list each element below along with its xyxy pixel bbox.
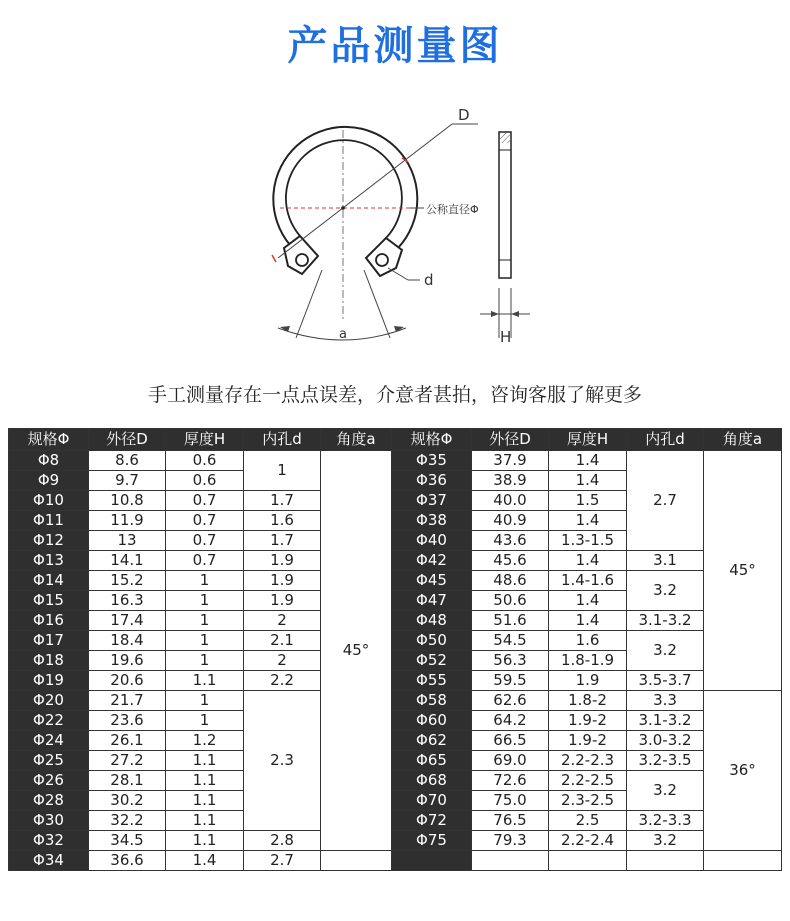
header-cell: 角度a	[704, 429, 782, 451]
table-cell: 2.2-2.4	[549, 831, 627, 851]
table-cell: 72.6	[472, 771, 549, 791]
table-cell: 3.2-3.5	[627, 751, 704, 771]
table-cell: Φ72	[392, 811, 472, 831]
table-cell: 75.0	[472, 791, 549, 811]
table-cell: 1.4	[549, 551, 627, 571]
table-cell: Φ9	[9, 471, 89, 491]
table-cell: Φ16	[9, 611, 89, 631]
table-cell: Φ30	[9, 811, 89, 831]
header-cell: 外径D	[472, 429, 549, 451]
table-cell: 32.2	[89, 811, 166, 831]
table-cell: 2	[244, 611, 321, 631]
table-cell: 2.2	[244, 671, 321, 691]
table-cell: 3.5-3.7	[627, 671, 704, 691]
table-row	[9, 451, 782, 471]
header-cell: 厚度H	[549, 429, 627, 451]
table-cell: 9.7	[89, 471, 166, 491]
label-H: H	[500, 328, 512, 346]
table-cell: 3.2	[627, 831, 704, 851]
table-cell: Φ50	[392, 631, 472, 651]
table-cell: 48.6	[472, 571, 549, 591]
left-lug-hole	[296, 254, 308, 266]
table-cell: 1.4	[549, 611, 627, 631]
right-lug-hole	[376, 254, 388, 266]
table-cell: Φ20	[9, 691, 89, 711]
measurement-diagram	[0, 90, 790, 360]
header-cell: 角度a	[321, 429, 392, 451]
table-cell: 2.8	[244, 831, 321, 851]
table-cell: 8.6	[89, 451, 166, 471]
angle-right-line	[364, 270, 390, 338]
table-cell: 0.7	[166, 511, 244, 531]
table-cell: 1.9	[549, 671, 627, 691]
table-cell: 3.2	[627, 771, 704, 811]
table-cell: 1.4	[549, 471, 627, 491]
table-row	[9, 671, 782, 691]
ring-inner-arc	[286, 140, 402, 238]
table-cell: Φ11	[9, 511, 89, 531]
table-cell: Φ70	[392, 791, 472, 811]
table-cell: 28.1	[89, 771, 166, 791]
table-cell: 36°	[704, 691, 782, 851]
table-cell: 2.5	[549, 811, 627, 831]
table-cell: Φ48	[392, 611, 472, 631]
table-cell	[392, 851, 472, 871]
table-cell: 1.7	[244, 531, 321, 551]
table-cell: 51.6	[472, 611, 549, 631]
header-cell: 内孔d	[627, 429, 704, 451]
page-title: 产品测量图	[287, 23, 503, 69]
table-cell: 14.1	[89, 551, 166, 571]
table-cell: Φ12	[9, 531, 89, 551]
measurement-note: 手工测量存在一点点误差，介意者甚拍，咨询客服了解更多	[147, 384, 642, 406]
table-cell: 59.5	[472, 671, 549, 691]
table-cell: 1.7	[244, 491, 321, 511]
table-cell: 1.1	[166, 811, 244, 831]
table-row	[9, 831, 782, 851]
table-cell: 1.4	[549, 511, 627, 531]
table-cell: 26.1	[89, 731, 166, 751]
table-cell: 1.5	[549, 491, 627, 511]
table-cell: 0.6	[166, 471, 244, 491]
table-row	[9, 751, 782, 771]
header-cell: 内孔d	[244, 429, 321, 451]
label-D: D	[458, 106, 470, 124]
table-cell: 0.7	[166, 491, 244, 511]
table-row	[9, 691, 782, 711]
table-cell: 1.6	[549, 631, 627, 651]
table-cell: 1	[166, 711, 244, 731]
table-cell: 40.9	[472, 511, 549, 531]
table-cell: 66.5	[472, 731, 549, 751]
table-cell	[472, 851, 549, 871]
table-cell: 3.1-3.2	[627, 611, 704, 631]
table-cell: 2.3-2.5	[549, 791, 627, 811]
table-header-row	[9, 429, 782, 451]
table-cell: 69.0	[472, 751, 549, 771]
table-cell: 1	[166, 691, 244, 711]
table-cell: 38.9	[472, 471, 549, 491]
table-cell: 19.6	[89, 651, 166, 671]
angle-left-line	[296, 270, 322, 338]
table-cell: 30.2	[89, 791, 166, 811]
table-row	[9, 851, 782, 871]
table-cell: Φ58	[392, 691, 472, 711]
table-cell: 45°	[321, 451, 392, 851]
table-cell: 1.4	[166, 851, 244, 871]
table-cell: Φ65	[392, 751, 472, 771]
table-cell: Φ52	[392, 651, 472, 671]
table-cell: 1.6	[244, 511, 321, 531]
table-cell: 54.5	[472, 631, 549, 651]
table-cell: 2.1	[244, 631, 321, 651]
table-row	[9, 631, 782, 651]
table-cell: Φ60	[392, 711, 472, 731]
table-cell: 1	[244, 451, 321, 491]
table-cell: Φ18	[9, 651, 89, 671]
table-cell: 16.3	[89, 591, 166, 611]
table-cell: 3.2-3.3	[627, 811, 704, 831]
table-cell: Φ45	[392, 571, 472, 591]
table-row	[9, 571, 782, 591]
table-cell: 45°	[704, 451, 782, 691]
table-cell: 37.9	[472, 451, 549, 471]
table-cell: 1.3-1.5	[549, 531, 627, 551]
table-cell: 2.2-2.5	[549, 771, 627, 791]
table-cell: 56.3	[472, 651, 549, 671]
header-cell: 厚度H	[166, 429, 244, 451]
table-cell: 0.7	[166, 551, 244, 571]
table-cell: 1.4-1.6	[549, 571, 627, 591]
table-cell: 1	[166, 651, 244, 671]
table-cell: 1.4	[549, 591, 627, 611]
table-cell: 1.1	[166, 791, 244, 811]
table-cell: Φ25	[9, 751, 89, 771]
table-cell: 79.3	[472, 831, 549, 851]
table-cell: Φ24	[9, 731, 89, 751]
table-cell: Φ22	[9, 711, 89, 731]
table-row	[9, 611, 782, 631]
table-cell: 11.9	[89, 511, 166, 531]
table-cell: 23.6	[89, 711, 166, 731]
table-cell: 10.8	[89, 491, 166, 511]
table-cell: Φ17	[9, 631, 89, 651]
table-cell: 34.5	[89, 831, 166, 851]
table-cell: Φ36	[392, 471, 472, 491]
table-cell: 20.6	[89, 671, 166, 691]
table-cell: 1.2	[166, 731, 244, 751]
table-cell: Φ19	[9, 671, 89, 691]
table-cell	[549, 851, 627, 871]
table-cell: 3.1-3.2	[627, 711, 704, 731]
header-cell: 规格Φ	[9, 429, 89, 451]
table-cell: Φ34	[9, 851, 89, 871]
table-cell: 1.9-2	[549, 731, 627, 751]
table-cell: Φ10	[9, 491, 89, 511]
table-cell: Φ38	[392, 511, 472, 531]
table-cell: Φ28	[9, 791, 89, 811]
table-cell: 64.2	[472, 711, 549, 731]
table-cell: Φ55	[392, 671, 472, 691]
table-cell: 1.8-1.9	[549, 651, 627, 671]
table-cell: 1.1	[166, 671, 244, 691]
table-cell: 1.8-2	[549, 691, 627, 711]
table-cell: Φ68	[392, 771, 472, 791]
header-cell: 规格Φ	[392, 429, 472, 451]
table-cell: Φ32	[9, 831, 89, 851]
table-cell: 1.1	[166, 831, 244, 851]
table-cell	[627, 851, 704, 871]
table-cell: Φ47	[392, 591, 472, 611]
table-cell: 1.9-2	[549, 711, 627, 731]
table-row	[9, 551, 782, 571]
table-cell: 13	[89, 531, 166, 551]
table-cell: 76.5	[472, 811, 549, 831]
table-cell: 2.7	[244, 851, 321, 871]
table-cell: 1.1	[166, 771, 244, 791]
table-cell: 27.2	[89, 751, 166, 771]
table-cell: 2.2-2.3	[549, 751, 627, 771]
table-cell: 1.1	[166, 751, 244, 771]
table-cell: 1.9	[244, 591, 321, 611]
table-cell: Φ15	[9, 591, 89, 611]
table-cell: 15.2	[89, 571, 166, 591]
table-cell: 18.4	[89, 631, 166, 651]
table-cell: 3.2	[627, 571, 704, 611]
table-cell: 1	[166, 571, 244, 591]
table-cell: 1	[166, 591, 244, 611]
table-cell: 2.7	[627, 451, 704, 551]
label-nominal-diameter: 公称直径Φ	[426, 203, 479, 216]
table-cell: 0.6	[166, 451, 244, 471]
table-cell: 21.7	[89, 691, 166, 711]
table-cell: 3.0-3.2	[627, 731, 704, 751]
table-cell: 62.6	[472, 691, 549, 711]
table-cell: 1.4	[549, 451, 627, 471]
table-cell: 3.1	[627, 551, 704, 571]
table-cell: 3.3	[627, 691, 704, 711]
table-cell: 1	[166, 611, 244, 631]
header-cell: 外径D	[89, 429, 166, 451]
table-row	[9, 811, 782, 831]
table-cell: Φ13	[9, 551, 89, 571]
table-cell: Φ62	[392, 731, 472, 751]
table-cell: 36.6	[89, 851, 166, 871]
side-view-plate	[499, 132, 511, 278]
table-cell: Φ40	[392, 531, 472, 551]
table-cell: 1.9	[244, 571, 321, 591]
label-d: d	[424, 271, 434, 289]
table-cell: 17.4	[89, 611, 166, 631]
table-row	[9, 711, 782, 731]
table-cell: 2.3	[244, 691, 321, 831]
table-cell: Φ37	[392, 491, 472, 511]
table-cell: 3.2	[627, 631, 704, 671]
table-cell: 43.6	[472, 531, 549, 551]
table-cell: Φ75	[392, 831, 472, 851]
table-cell: Φ42	[392, 551, 472, 571]
table-cell: 1	[166, 631, 244, 651]
table-cell: Φ14	[9, 571, 89, 591]
label-a: a	[339, 327, 347, 342]
table-row	[9, 771, 782, 791]
table-cell: 50.6	[472, 591, 549, 611]
table-cell	[321, 851, 392, 871]
spec-table	[8, 428, 782, 871]
table-cell	[704, 851, 782, 871]
table-cell: 40.0	[472, 491, 549, 511]
table-cell: 45.6	[472, 551, 549, 571]
table-cell: 2	[244, 651, 321, 671]
table-cell: Φ8	[9, 451, 89, 471]
table-row	[9, 731, 782, 751]
table-cell: Φ26	[9, 771, 89, 791]
table-cell: 1.9	[244, 551, 321, 571]
table-cell: Φ35	[392, 451, 472, 471]
table-cell: 0.7	[166, 531, 244, 551]
